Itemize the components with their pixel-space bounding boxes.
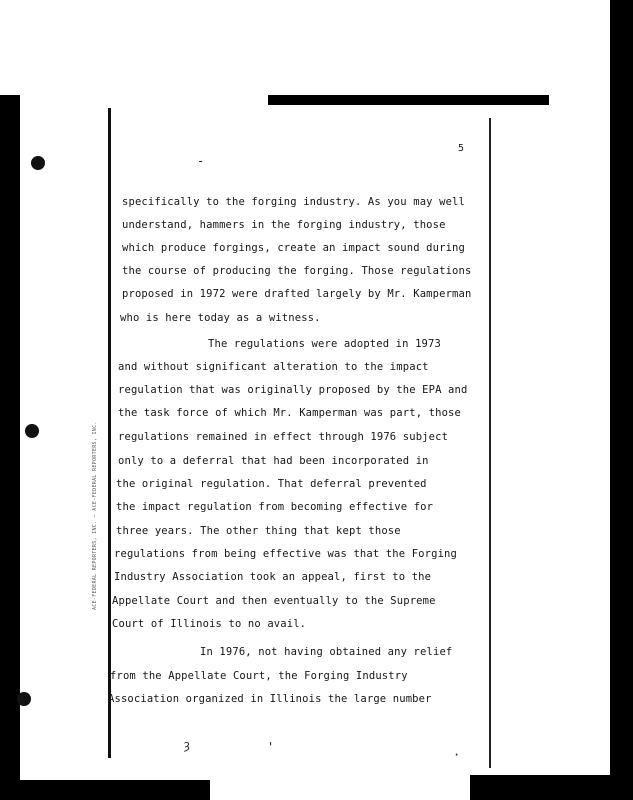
scan-speck-icon: ' bbox=[267, 740, 275, 754]
body-line: understand, hammers in the forging industry, those bbox=[122, 219, 446, 231]
body-line: the original regulation. That deferral prevented bbox=[116, 478, 427, 490]
body-line: In 1976, not having obtained any relief bbox=[200, 646, 453, 658]
body-line: specifically to the forging industry. As you may well bbox=[122, 196, 465, 208]
scan-edge-bottom-right bbox=[470, 775, 610, 800]
body-line: the task force of which Mr. Kamperman was part, those bbox=[118, 407, 461, 419]
body-line: regulation that was originally proposed by the EPA and bbox=[118, 384, 468, 396]
scan-edge-left bbox=[0, 95, 20, 800]
left-margin-rule bbox=[108, 108, 111, 758]
page-number: 5 bbox=[458, 143, 465, 154]
scan-top-bar bbox=[268, 95, 549, 105]
body-line: and without significant alteration to the impact bbox=[118, 361, 429, 373]
body-line: the impact regulation from becoming effective for bbox=[116, 501, 434, 513]
body-line: The regulations were adopted in 1973 bbox=[208, 338, 441, 350]
right-margin-rule bbox=[489, 118, 491, 768]
scan-edge-right bbox=[610, 0, 633, 800]
body-line: which produce forgings, create an impact sound during bbox=[122, 242, 465, 254]
body-line: three years. The other thing that kept those bbox=[116, 525, 401, 537]
punch-hole-icon bbox=[31, 156, 45, 170]
body-line: Industry Association took an appeal, first to the bbox=[114, 571, 432, 583]
body-line: Appellate Court and then eventually to the Supreme bbox=[112, 595, 436, 607]
body-line: proposed in 1972 were drafted largely by Mr. Kamperman bbox=[122, 288, 472, 300]
body-line: who is here today as a witness. bbox=[120, 312, 321, 324]
scan-speck-icon: - bbox=[197, 154, 205, 168]
punch-hole-icon bbox=[17, 692, 31, 706]
body-line: regulations remained in effect through 1976 subject bbox=[118, 431, 449, 443]
body-line: Association organized in Illinois the large number bbox=[108, 693, 432, 705]
scan-edge-bottom-left bbox=[0, 780, 210, 800]
body-line: from the Appellate Court, the Forging Industry bbox=[110, 670, 408, 682]
body-line: regulations from being effective was that the Forging bbox=[114, 548, 457, 560]
body-line: the course of producing the forging. Those regulations bbox=[122, 265, 472, 277]
margin-stamp: ACE-FEDERAL REPORTERS, INC. — ACE-FEDERAL REPORTERS, INC. bbox=[92, 421, 98, 610]
scan-speck-icon: · bbox=[453, 748, 461, 762]
body-line: Court of Illinois to no avail. bbox=[112, 618, 307, 630]
punch-hole-icon bbox=[25, 424, 39, 438]
scan-speck-icon: ȝ bbox=[183, 738, 191, 752]
body-line: only to a deferral that had been incorporated in bbox=[118, 455, 429, 467]
